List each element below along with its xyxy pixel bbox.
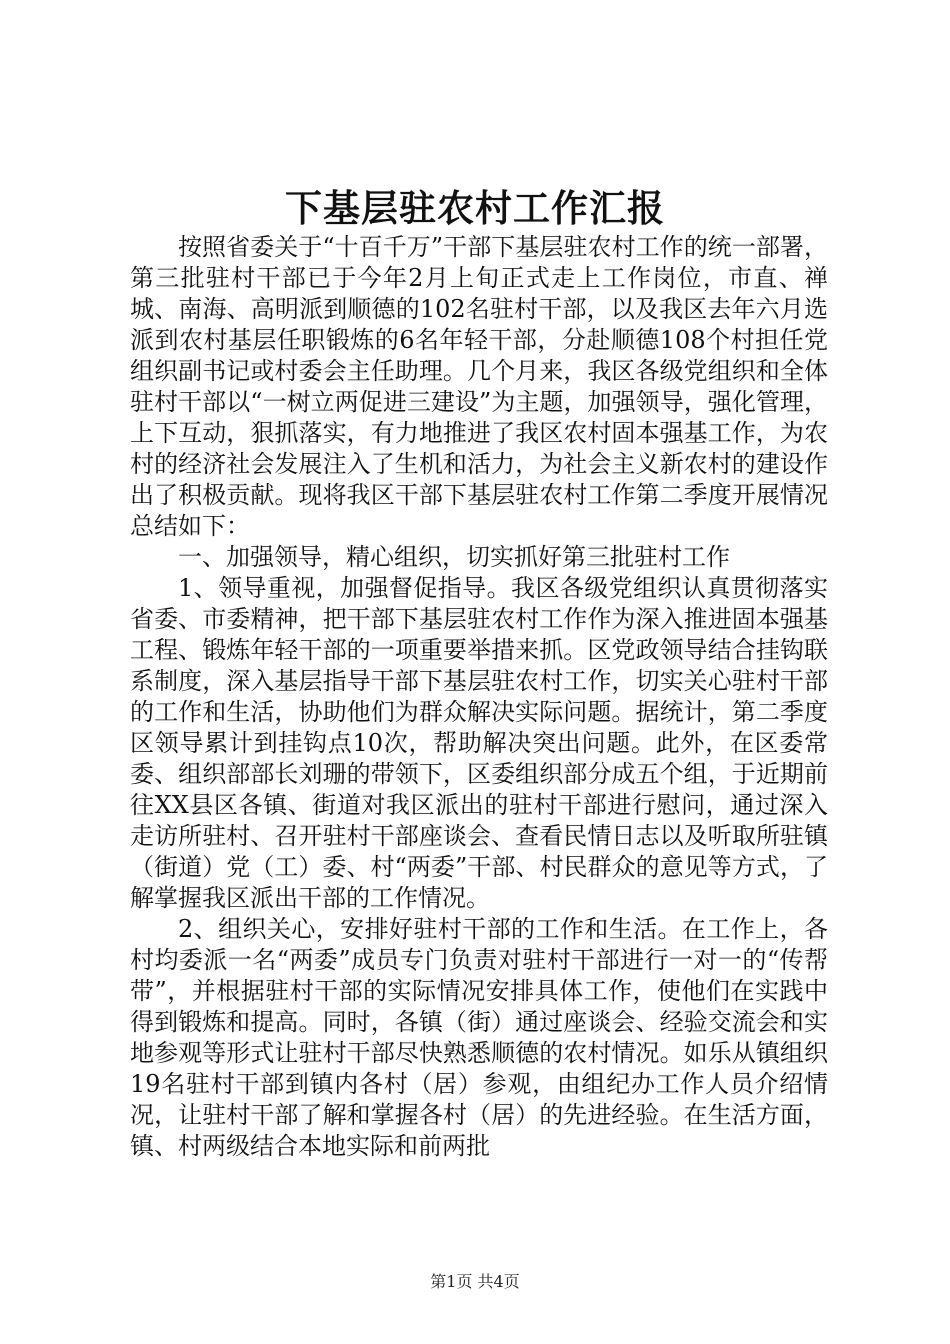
document-body: [130, 232, 828, 1162]
paragraph-item-2: 2、组织关心，安排好驻村干部的工作和生活。在工作上，各村均委派一名“两委”成员专门负责对驻村干部进行一对一的“传帮带”，并根据驻村干部的实际情况安排具体工作，使他们在实践中得到锻炼和提高。同时，各镇（街）通过座谈会、经验交流会和实地参观等形式让驻村干部尽快熟悉顺德的农村情况。如乐从镇组织19名驻村干部到镇内各村（居）参观，由组纪办工作人员介绍情况，让驻村干部了解和掌握各村（居）的先进经验。在生活方面，镇、村两级结合本地实际和前两批: [130, 915, 828, 1160]
page-number-footer: 第1页 共4页: [430, 1272, 520, 1291]
document-title: 下基层驻农村工作汇报: [285, 186, 665, 230]
paragraph-intro: 按照省委关于“十百千万”干部下基层驻农村工作的统一部署，第三批驻村干部已于今年2月上旬正式走上工作岗位，市直、禅城、南海、高明派到顺德的102名驻村干部，以及我区去年六月选派到农村基层任职锻炼的6名年轻干部，分赴顺德108个村担任党组织副书记或村委会主任助理。几个月来，我区各级党组织和全体驻村干部以“一树立两促进三建设”为主题，加强领导，强化管理，上下互动，狠抓落实，有力地推进了我区农村固本强基工作，为农村的经济社会发展注入了生机和活力，为社会主义新农村的建设作出了积极贡献。现将我区干部下基层驻农村工作第二季度开展情况总结如下：: [130, 233, 828, 540]
section-heading-1: 一、加强领导，精心组织，切实抓好第三批驻村工作: [178, 543, 730, 571]
paragraph-item-1: 1、领导重视，加强督促指导。我区各级党组织认真贯彻落实省委、市委精神，把干部下基层驻农村工作作为深入推进固本强基工程、锻炼年轻干部的一项重要举措来抓。区党政领导结合挂钩联系制度，深入基层指导干部下基层驻农村工作，切实关心驻村干部的工作和生活，协助他们为群众解决实际问题。据统计，第二季度区领导累计到挂钩点10次，帮助解决突出问题。此外，在区委常委、组织部部长刘珊的带领下，区委组织部分成五个组，于近期前往XX县区各镇、街道对我区派出的驻村干部进行慰问，通过深入走访所驻村、召开驻村干部座谈会、查看民情日志以及听取所驻镇（街道）党（工）委、村“两委”干部、村民群众的意见等方式，了解掌握我区派出干部的工作情况。: [130, 574, 828, 912]
